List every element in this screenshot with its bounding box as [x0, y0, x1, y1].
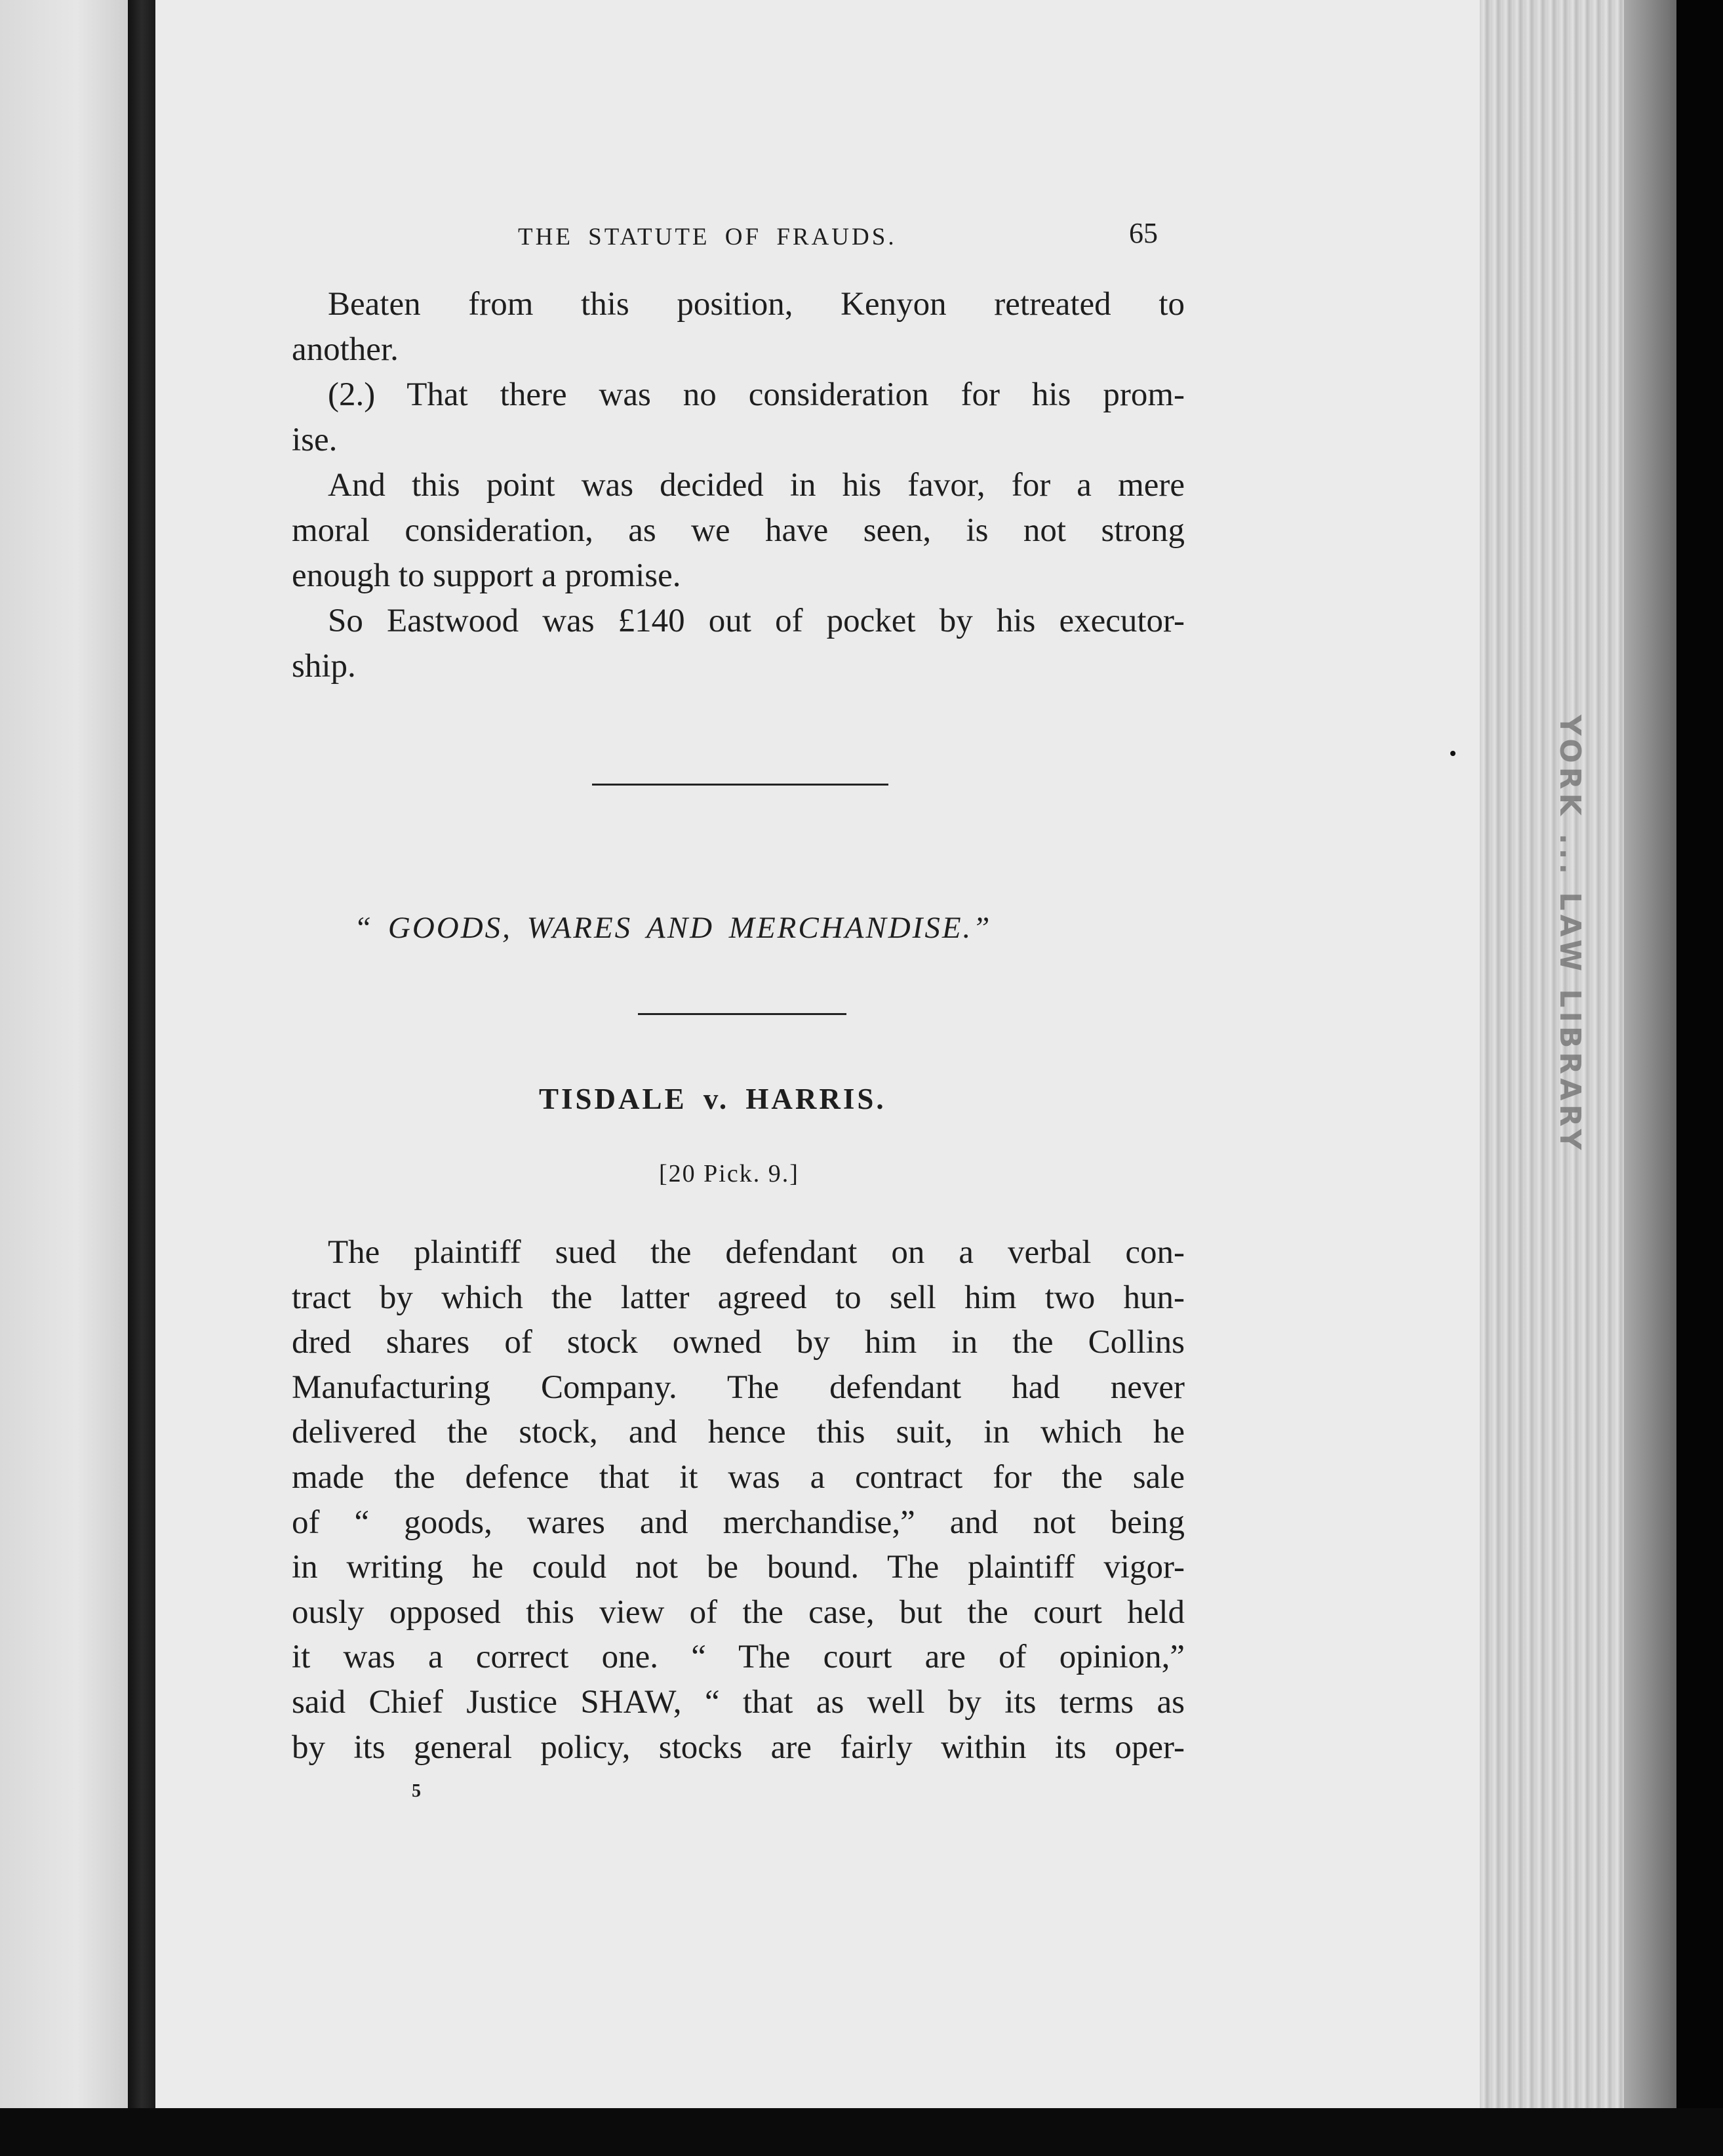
signature-mark: 5 — [412, 1781, 421, 1801]
paragraph-no-consideration — [292, 372, 1185, 463]
text-line: it was a correct one. “ The court are of opinion,” — [292, 1639, 1185, 1676]
text-line: moral consideration, as we have seen, is not strong — [292, 512, 1185, 549]
page-number: 65 — [1129, 217, 1158, 249]
text-line: dred shares of stock owned by him in the Collins — [292, 1324, 1185, 1361]
ink-speck — [1450, 751, 1456, 756]
text-line: enough to support a promise. — [292, 557, 681, 594]
text-line: (2.) That there was no consideration for his prom- — [328, 376, 1185, 413]
text-line: delivered the stock, and hence this suit, in which he — [292, 1414, 1185, 1451]
text-line: Beaten from this position, Kenyon retreated to — [328, 286, 1185, 323]
paragraph-moral-consideration — [292, 463, 1185, 599]
text-line: tract by which the latter agreed to sell him two hun- — [292, 1279, 1185, 1316]
text-line: made the defence that it was a contract for the sale — [292, 1458, 1185, 1496]
text-line: in writing he could not be bound. The plaintiff vigor- — [292, 1549, 1185, 1586]
text-line: The plaintiff sued the defendant on a verbal con- — [328, 1234, 1185, 1271]
running-head: THE STATUTE OF FRAUDS. — [518, 224, 897, 250]
scan-background — [1676, 0, 1723, 2156]
text-line: ise. — [292, 422, 338, 458]
text-line: another. — [292, 331, 399, 368]
case-body — [292, 1230, 1185, 1770]
scan-background-bottom — [0, 2108, 1723, 2156]
text-line: So Eastwood was £140 out of pocket by his executor- — [328, 603, 1185, 639]
text-line: ship. — [292, 648, 356, 685]
text-line: said Chief Justice SHAW, “ that as well by its terms as — [292, 1683, 1185, 1721]
text-line: And this point was decided in his favor, for a mere — [328, 467, 1185, 504]
paragraph-kenyon-retreated — [292, 282, 1185, 372]
text-line: ously opposed this view of the case, but the court held — [292, 1593, 1185, 1631]
facing-page-edge — [0, 0, 128, 2118]
text-line: of “ goods, wares and merchandise,” and not being — [292, 1504, 1185, 1541]
library-stamp: YORK ... LAW LIBRARY — [1553, 715, 1587, 1154]
book-gutter — [128, 0, 155, 2118]
section-title: “ GOODS, WARES AND MERCHANDISE.” — [354, 911, 992, 945]
case-title: TISDALE v. HARRIS. — [539, 1083, 886, 1115]
case-citation: [20 Pick. 9.] — [659, 1160, 799, 1188]
text-line: by its general policy, stocks are fairly within its oper- — [292, 1728, 1185, 1766]
section-divider — [638, 1013, 846, 1015]
paragraph-eastwood — [292, 599, 1185, 689]
section-divider — [592, 784, 888, 786]
text-line: Manufacturing Company. The defendant had never — [292, 1368, 1185, 1406]
